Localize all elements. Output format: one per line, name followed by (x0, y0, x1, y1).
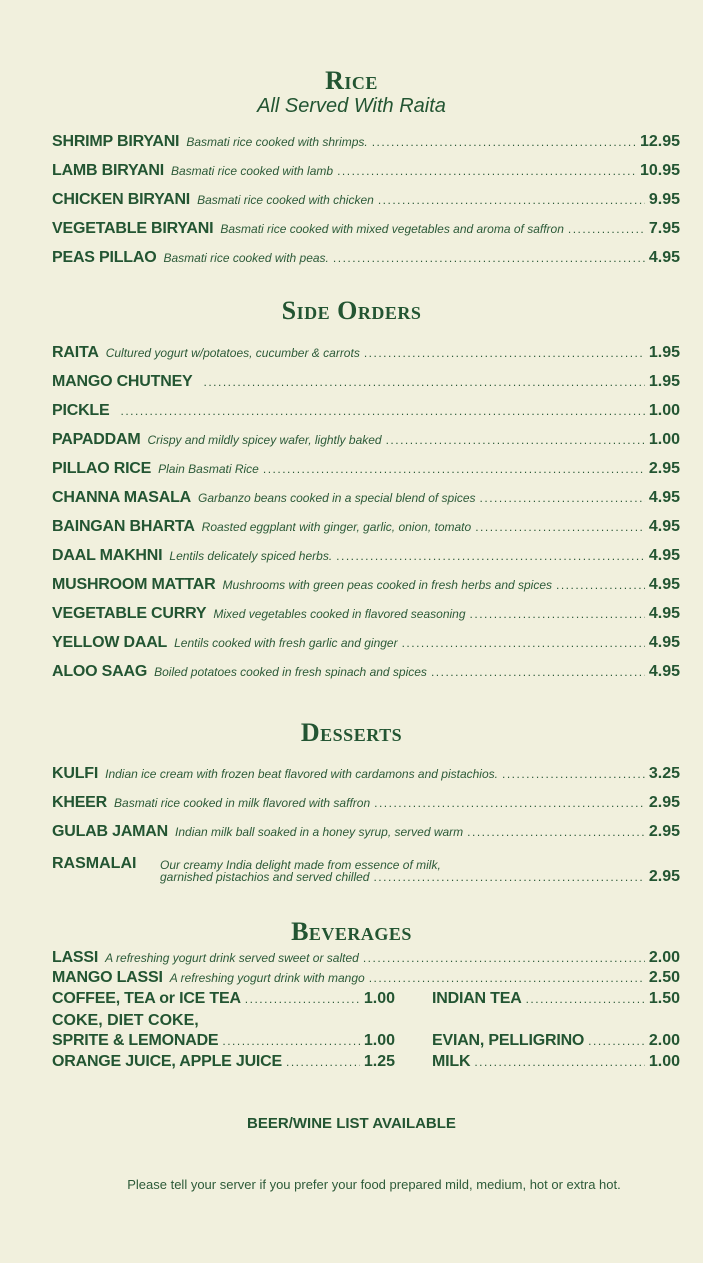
item-price: 10.95 (639, 162, 680, 179)
item-name: PICKLE (52, 402, 110, 419)
item-description: Cultured yogurt w/potatoes, cucumber & carrots (105, 346, 360, 360)
item-description: Roasted eggplant with ginger, garlic, onion, tomato (201, 520, 472, 534)
rice-section-title: Rice (325, 66, 378, 95)
item-price: 2.95 (648, 460, 680, 477)
menu-item-row (52, 249, 680, 271)
dot-leader (386, 433, 645, 447)
dot-leader (373, 870, 644, 884)
dot-leader (363, 951, 645, 965)
item-description: Garbanzo beans cooked in a special blend of spices (198, 491, 476, 505)
item-name: CHANNA MASALA (52, 489, 192, 506)
dot-leader (204, 375, 645, 389)
menu-item-row (52, 634, 680, 656)
item-price: 12.95 (639, 133, 680, 150)
item-price: 1.95 (648, 373, 680, 390)
item-description: Boiled potatoes cooked in fresh spinach and spices (154, 665, 427, 679)
item-price: 2.00 (648, 949, 680, 966)
menu-item-row (52, 460, 680, 482)
dot-leader (286, 1055, 360, 1069)
dot-leader (222, 1034, 359, 1048)
item-price: 4.95 (648, 249, 680, 266)
menu-item-row (52, 162, 680, 184)
item-price: 2.00 (648, 1032, 680, 1049)
menu-item-row (52, 431, 680, 453)
dot-leader (263, 462, 645, 476)
dot-leader (467, 825, 645, 839)
item-name: ORANGE JUICE, APPLE JUICE (52, 1053, 283, 1070)
dot-leader (372, 135, 636, 149)
item-price: 1.00 (363, 1032, 395, 1049)
side-orders-section-title: Side Orders (281, 296, 422, 325)
menu-item-row (160, 868, 680, 890)
item-name: LAMB BIRYANI (52, 162, 164, 179)
item-price: 1.00 (648, 431, 680, 448)
dot-leader (369, 971, 645, 985)
item-price: 4.95 (648, 576, 680, 593)
rice-section-subtitle: All Served With Raita (257, 95, 446, 117)
item-description: Lentils delicately spiced herbs. (169, 549, 333, 563)
item-name: SHRIMP BIRYANI (52, 133, 180, 150)
item-description: Basmati rice cooked with mixed vegetables and aroma of saffron (220, 222, 564, 236)
dot-leader (378, 193, 645, 207)
item-price: 1.95 (648, 344, 680, 361)
beverages-section-title: Beverages (291, 917, 412, 946)
dot-leader (431, 665, 645, 679)
menu-item-row (52, 949, 680, 971)
menu-item-row (52, 220, 680, 242)
item-description: A refreshing yogurt drink served sweet or salted (105, 951, 359, 965)
item-name: INDIAN TEA (432, 990, 522, 1007)
item-price: 1.00 (648, 1053, 680, 1070)
menu-item-row (52, 373, 680, 395)
item-price: 3.25 (648, 765, 680, 782)
item-price: 1.00 (363, 990, 395, 1007)
item-description: Basmati rice cooked with lamb (170, 164, 334, 178)
dot-leader (556, 578, 645, 592)
item-name: SPRITE & LEMONADE (52, 1032, 219, 1049)
item-price: 7.95 (648, 220, 680, 237)
item-description: Plain Basmati Rice (158, 462, 259, 476)
menu-item-row (52, 191, 680, 213)
item-name: LASSI (52, 949, 99, 966)
menu-item-row (432, 1053, 680, 1075)
dot-leader (588, 1034, 645, 1048)
dot-leader (364, 346, 645, 360)
dot-leader (502, 767, 645, 781)
item-price: 2.95 (648, 868, 680, 885)
item-name: GULAB JAMAN (52, 823, 169, 840)
item-name: MUSHROOM MATTAR (52, 576, 216, 593)
item-description: Lentils cooked with fresh garlic and ginger (174, 636, 398, 650)
dot-leader (526, 992, 645, 1006)
menu-item-row (52, 402, 680, 424)
item-name: MANGO CHUTNEY (52, 373, 193, 390)
item-description: Mushrooms with green peas cooked in fresh herbs and spices (222, 578, 553, 592)
item-price: 1.25 (363, 1053, 395, 1070)
item-name: VEGETABLE BIRYANI (52, 220, 214, 237)
item-price: 4.95 (648, 547, 680, 564)
menu-item-row (52, 133, 680, 155)
item-description: Crispy and mildly spicey wafer, lightly baked (147, 433, 382, 447)
item-name: CHICKEN BIRYANI (52, 191, 191, 208)
menu-item-row (52, 1032, 395, 1054)
dot-leader (480, 491, 645, 505)
menu-item-row (52, 489, 680, 511)
menu-item-row (52, 547, 680, 569)
beer-wine-notice: BEER/WINE LIST AVAILABLE (247, 1115, 456, 1132)
item-price: 4.95 (648, 605, 680, 622)
dot-leader (333, 251, 645, 265)
menu-item-row (432, 1032, 680, 1054)
item-description: Basmati rice cooked in milk flavored with saffron (114, 796, 371, 810)
item-name: PEAS PILLAO (52, 249, 157, 266)
menu-item-row (52, 823, 680, 845)
item-name: DAAL MAKHNI (52, 547, 163, 564)
item-description: garnished pistachios and served chilled (160, 870, 370, 884)
item-name: MILK (432, 1053, 471, 1070)
spice-level-note: Please tell your server if you prefer your food prepared mild, medium, hot or extra hot. (127, 1177, 621, 1192)
dot-leader (474, 1055, 645, 1069)
item-name: ALOO SAAG (52, 663, 148, 680)
item-name: RAITA (52, 344, 99, 361)
item-name: COFFEE, TEA or ICE TEA (52, 990, 241, 1007)
menu-item-row (52, 1053, 395, 1075)
menu-item-row (52, 969, 680, 991)
item-name: MANGO LASSI (52, 969, 163, 986)
item-description: A refreshing yogurt drink with mango (169, 971, 365, 985)
item-name: VEGETABLE CURRY (52, 605, 207, 622)
dot-leader (568, 222, 645, 236)
menu-item-row (432, 990, 680, 1012)
item-description: Our creamy India delight made from essence of milk, (160, 858, 441, 872)
dot-leader (470, 607, 645, 621)
dot-leader (374, 796, 645, 810)
item-name: EVIAN, PELLIGRINO (432, 1032, 585, 1049)
dot-leader (120, 404, 644, 418)
desserts-section-title: Desserts (300, 718, 403, 747)
menu-item-row (52, 518, 680, 540)
item-price: 1.50 (648, 990, 680, 1007)
menu-item-row (52, 576, 680, 598)
item-price: 2.95 (648, 823, 680, 840)
item-description: Indian ice cream with frozen beat flavored with cardamons and pistachios. (105, 767, 498, 781)
item-price: 4.95 (648, 518, 680, 535)
menu-item-row (52, 605, 680, 627)
dot-leader (245, 992, 360, 1006)
menu-item-row (52, 765, 680, 787)
item-price: 9.95 (648, 191, 680, 208)
item-name: RASMALAI (52, 855, 137, 872)
dot-leader (475, 520, 645, 534)
menu-item-row (52, 794, 680, 816)
item-description: Basmati rice cooked with peas. (163, 251, 329, 265)
item-name: YELLOW DAAL (52, 634, 168, 651)
menu-item-row (52, 663, 680, 685)
item-name: PILLAO RICE (52, 460, 152, 477)
item-price: 4.95 (648, 489, 680, 506)
item-price: 4.95 (648, 634, 680, 651)
item-name: PAPADDAM (52, 431, 141, 448)
item-name: BAINGAN BHARTA (52, 518, 195, 535)
item-price: 2.95 (648, 794, 680, 811)
item-description: Mixed vegetables cooked in flavored seasoning (213, 607, 466, 621)
item-name: KULFI (52, 765, 99, 782)
item-description: Basmati rice cooked with chicken (197, 193, 374, 207)
item-price: 1.00 (648, 402, 680, 419)
item-name: KHEER (52, 794, 108, 811)
dot-leader (336, 549, 645, 563)
item-description: Basmati rice cooked with shrimps. (186, 135, 368, 149)
menu-item-row (52, 990, 395, 1012)
item-description: Indian milk ball soaked in a honey syrup, served warm (175, 825, 464, 839)
dot-leader (402, 636, 645, 650)
item-price: 4.95 (648, 663, 680, 680)
menu-item-row (52, 344, 680, 366)
item-name: COKE, DIET COKE, (52, 1012, 199, 1029)
dot-leader (337, 164, 636, 178)
item-price: 2.50 (648, 969, 680, 986)
